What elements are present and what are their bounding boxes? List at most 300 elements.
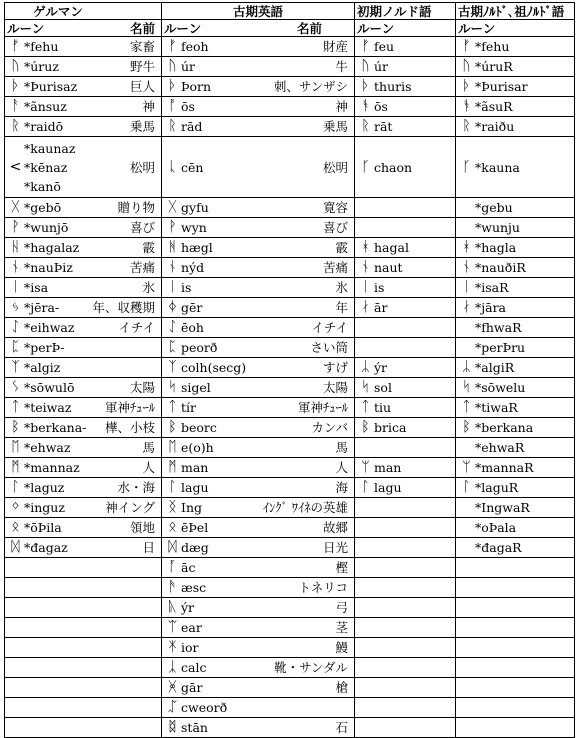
cell-oldenglish <box>162 137 355 198</box>
rune-name: hagal <box>374 240 409 255</box>
rune-name: āc <box>181 560 196 575</box>
rune-name: *jēra- <box>24 300 60 315</box>
rune-glyph: ᚠ <box>462 38 471 54</box>
rune-name: *ōÞila <box>24 520 62 535</box>
rune-meaning: 軍神ﾁｭｰﾙ <box>297 400 348 415</box>
rune-glyph: ᚴ <box>361 158 370 175</box>
cell-ancientnorse <box>456 458 575 478</box>
rune-meaning: 牛 <box>335 59 348 74</box>
cell-oldenglish <box>162 478 355 498</box>
table-row <box>5 238 575 258</box>
cell-ancientnorse <box>456 718 575 738</box>
rune-glyph: ᚦ <box>168 78 177 94</box>
rune-name: *berkana <box>475 420 534 435</box>
table-row <box>5 658 575 678</box>
rune-glyph: ᛢ <box>168 699 177 715</box>
table-row <box>5 77 575 97</box>
rune-glyph: ᛞ <box>168 539 177 555</box>
rune-glyph: ᛥ <box>168 719 177 735</box>
cell-ancientnorse <box>456 278 575 298</box>
table-row <box>5 538 575 558</box>
rune-name: is <box>374 280 385 295</box>
rune-glyph: ᛅ <box>361 299 370 315</box>
cell-oldenglish <box>162 658 355 678</box>
rune-meaning: 野牛 <box>129 59 155 74</box>
rune-glyph: ᛝ <box>168 499 177 515</box>
cell-ancientnorse <box>456 318 575 338</box>
cell-oldenglish <box>162 698 355 718</box>
cell-germanic <box>5 638 162 658</box>
rune-name: *sōwulō <box>24 380 75 395</box>
cell-oldenglish <box>162 718 355 738</box>
cell-ancientnorse <box>456 578 575 598</box>
table-row <box>5 718 575 738</box>
rune-glyph: ᚼ <box>361 239 370 255</box>
cell-germanic <box>5 438 162 458</box>
rune-name: *mannaR <box>475 460 534 475</box>
cell-earlynorse <box>355 458 456 478</box>
rune-glyph: ᚦ <box>462 78 471 94</box>
rune-name: feoh <box>181 39 209 54</box>
rune-glyph: ᚨ <box>11 98 20 114</box>
table-row <box>5 117 575 137</box>
rune-name: hægl <box>181 240 213 255</box>
cell-oldenglish <box>162 117 355 137</box>
rune-glyph: ᛡ <box>168 639 177 655</box>
cell-earlynorse <box>355 137 456 198</box>
cell-germanic <box>5 198 162 218</box>
cell-ancientnorse <box>456 338 575 358</box>
cell-ancientnorse <box>456 358 575 378</box>
rune-glyph: ᛚ <box>361 479 370 495</box>
rune-meaning: 人 <box>142 460 155 475</box>
rune-name: wyn <box>181 220 207 235</box>
rune-glyph: ᛚ <box>11 479 20 495</box>
rune-meaning: 年 <box>335 300 348 315</box>
rune-glyph: ᚱ <box>168 118 177 134</box>
rune-meaning: 刺、サンザシ <box>273 79 348 94</box>
rune-meaning: 弓 <box>335 600 348 615</box>
rune-meaning: 松明 <box>129 159 155 175</box>
rune-name: ōs <box>181 99 195 114</box>
rune-name: sol <box>374 380 392 395</box>
rune-name: *isa <box>24 280 49 295</box>
rune-glyph: ᛊ <box>11 379 20 395</box>
cell-oldenglish <box>162 278 355 298</box>
rune-name: *laguz <box>24 480 65 495</box>
table-row <box>5 678 575 698</box>
cell-germanic <box>5 678 162 698</box>
rune-meaning: 石 <box>335 720 348 735</box>
cell-oldenglish <box>162 678 355 698</box>
rune-name: brica <box>374 420 407 435</box>
rune-name: *đagaR <box>475 540 522 555</box>
rune-glyph: ᛖ <box>168 439 177 455</box>
rune-meaning: 領地 <box>129 520 155 535</box>
rune-name: *đagaz <box>24 540 68 555</box>
rune-meaning: 軍神ﾁｭｰﾙ <box>104 400 155 415</box>
cell-ancientnorse <box>456 438 575 458</box>
cell-oldenglish <box>162 618 355 638</box>
rune-name: chaon <box>374 159 413 175</box>
rune-name: *isaR <box>475 280 509 295</box>
rune-meaning: 巨人 <box>129 79 155 94</box>
cell-earlynorse <box>355 558 456 578</box>
rune-name: sigel <box>181 380 211 395</box>
rune-glyph: ᛃ <box>11 299 20 315</box>
rune-glyph: ᚩ <box>168 98 177 114</box>
rune-name: *laguR <box>475 480 519 495</box>
rune-glyph: ᛁ <box>11 279 20 295</box>
rune-name: ēoh <box>181 320 204 335</box>
rune-name: *úruR <box>475 59 513 74</box>
rune-meaning: 霰 <box>142 240 155 255</box>
rune-glyph: ᚴ <box>462 158 471 175</box>
rune-glyph: ᛅ <box>462 299 471 315</box>
rune-meaning: 苦痛 <box>129 260 155 275</box>
cell-oldenglish <box>162 37 355 57</box>
cell-earlynorse <box>355 638 456 658</box>
cell-ancientnorse <box>456 398 575 418</box>
rune-name: *hagalaz <box>24 240 80 255</box>
table-row <box>5 598 575 618</box>
rune-meaning: 太陽 <box>322 380 348 395</box>
cell-ancientnorse <box>456 598 575 618</box>
rune-meaning: 鰻 <box>335 640 348 655</box>
cell-ancientnorse <box>456 238 575 258</box>
header-rune-label: ルーン <box>7 20 45 36</box>
rune-name: tiu <box>374 400 392 415</box>
rune-name: gēr <box>181 300 203 315</box>
rune-name: thuris <box>374 79 412 94</box>
cell-ancientnorse <box>456 418 575 438</box>
rune-glyph: ᛚ <box>462 479 471 495</box>
cell-oldenglish <box>162 418 355 438</box>
rune-name: dæg <box>181 540 209 555</box>
rune-name: *wunju <box>475 220 520 235</box>
rune-meaning: 神 <box>142 99 155 114</box>
rune-name: ear <box>181 620 202 635</box>
rune-glyph: ᚱ <box>462 118 471 134</box>
rune-glyph: ᚬ <box>462 98 471 114</box>
rune-name: úr <box>374 59 389 74</box>
rune-glyph: ᚢ <box>11 58 20 74</box>
table-row <box>5 478 575 498</box>
rune-name: *ehwaz <box>24 440 71 455</box>
rune-glyph: ᛜ <box>11 499 20 515</box>
rune-glyph: ᚸ <box>168 679 177 695</box>
rune-meaning: 喜び <box>322 220 348 235</box>
rune-name: *fehu <box>475 39 510 54</box>
rune-meaning: 茎 <box>335 620 348 635</box>
rune-glyph: ᚢ <box>168 58 177 74</box>
rune-glyph: ᚹ <box>11 219 20 235</box>
rune-glyph: ᛒ <box>462 419 471 435</box>
rune-meaning: イチイ <box>311 320 348 335</box>
cell-ancientnorse <box>456 77 575 97</box>
cell-oldenglish <box>162 578 355 598</box>
rune-meaning: 靴・サンダル <box>274 660 348 675</box>
rune-meaning: 日光 <box>322 540 348 555</box>
rune-meaning: 贈り物 <box>117 200 155 215</box>
rune-glyph: ᛁ <box>168 279 177 295</box>
table-row <box>5 518 575 538</box>
cell-ancientnorse <box>456 558 575 578</box>
cell-earlynorse <box>355 578 456 598</box>
table-row <box>5 638 575 658</box>
cell-oldenglish <box>162 198 355 218</box>
cell-oldenglish <box>162 218 355 238</box>
rune-glyph: ᛘ <box>361 459 370 475</box>
cell-germanic <box>5 538 162 558</box>
rune-name: cēn <box>181 159 204 175</box>
rune-name: *gebu <box>475 200 513 215</box>
cell-earlynorse <box>355 538 456 558</box>
table-row <box>5 97 575 117</box>
cell-oldenglish <box>162 258 355 278</box>
rune-glyph: ᛘ <box>462 459 471 475</box>
rune-name: man <box>374 460 402 475</box>
header-row-columns <box>5 20 575 37</box>
rune-name: *kēnaz <box>24 159 68 175</box>
rune-glyph: ᛋ <box>361 379 370 395</box>
header-germanic: ゲルマン <box>5 3 162 20</box>
cell-germanic <box>5 718 162 738</box>
cell-germanic <box>5 398 162 418</box>
cell-germanic <box>5 578 162 598</box>
cell-earlynorse <box>355 718 456 738</box>
rune-meaning: 樺、小枝 <box>104 420 155 435</box>
rune-name: *perÞ- <box>24 340 65 355</box>
rune-name: *nauÞiz <box>24 260 73 275</box>
rune-glyph: ᛚ <box>168 479 177 495</box>
cell-earlynorse <box>355 198 456 218</box>
rune-name: naut <box>374 260 403 275</box>
rune-meaning: 人 <box>335 460 348 475</box>
rune-name: Þorn <box>181 79 211 94</box>
cell-germanic <box>5 57 162 77</box>
rune-glyph: ᛋ <box>462 379 471 395</box>
rune-name: ior <box>181 640 199 655</box>
rune-name: *perÞru <box>475 340 526 355</box>
cell-earlynorse <box>355 418 456 438</box>
header-cell-earlynorse-columns: ルーン <box>355 20 456 37</box>
rune-name: ýr <box>374 360 388 375</box>
rune-name: man <box>181 460 209 475</box>
rune-meaning: 樫 <box>335 560 348 575</box>
table-row <box>5 558 575 578</box>
rune-name: æsc <box>181 580 207 595</box>
rune-meaning: 財産 <box>322 39 348 54</box>
rune-meaning: 松明 <box>322 159 348 175</box>
cell-earlynorse <box>355 518 456 538</box>
rune-meaning: 海 <box>335 480 348 495</box>
rune-name: *jāra <box>475 300 507 315</box>
table-row <box>5 137 575 198</box>
rune-name: ōs <box>374 99 388 114</box>
cell-earlynorse <box>355 398 456 418</box>
cell-germanic <box>5 598 162 618</box>
cell-germanic <box>5 258 162 278</box>
rune-glyph: ᚱ <box>361 118 370 134</box>
rune-glyph: ᚾ <box>168 259 177 275</box>
cell-oldenglish <box>162 378 355 398</box>
cell-oldenglish <box>162 518 355 538</box>
rune-name: *Þurisaz <box>24 79 78 94</box>
cell-oldenglish <box>162 538 355 558</box>
rune-name: *IngwaR <box>475 500 530 515</box>
cell-earlynorse <box>355 117 456 137</box>
rune-glyph: < <box>9 158 22 175</box>
cell-oldenglish <box>162 338 355 358</box>
table-row <box>5 498 575 518</box>
cell-germanic <box>5 378 162 398</box>
rune-glyph: ᛄ <box>168 299 177 315</box>
rune-glyph: ᛒ <box>11 419 20 435</box>
cell-earlynorse <box>355 698 456 718</box>
cell-earlynorse <box>355 618 456 638</box>
rune-glyph: ᚾ <box>361 259 370 275</box>
cell-earlynorse <box>355 358 456 378</box>
cell-ancientnorse <box>456 378 575 398</box>
rune-meaning: 霰 <box>335 240 348 255</box>
rune-name: *nauðiR <box>475 260 526 275</box>
rune-meaning: 日 <box>142 540 155 555</box>
cell-oldenglish <box>162 598 355 618</box>
cell-oldenglish <box>162 298 355 318</box>
cell-ancientnorse <box>456 258 575 278</box>
rune-glyph: ᚱ <box>11 118 20 134</box>
rune-glyph: ᚠ <box>361 38 370 54</box>
rune-meaning: 氷 <box>142 280 155 295</box>
header-oldenglish: 古期英語 <box>162 3 355 20</box>
rune-glyph: ᛁ <box>361 279 370 295</box>
rune-name: *inguz <box>24 500 65 515</box>
rune-meaning: 寛容 <box>322 200 348 215</box>
rune-name: *wunjō <box>24 220 69 235</box>
rune-meaning: 故郷 <box>322 520 348 535</box>
rune-meaning: 乗馬 <box>322 119 348 134</box>
rune-name: *kauna <box>475 159 520 175</box>
rune-name: lagu <box>374 480 402 495</box>
cell-oldenglish <box>162 558 355 578</box>
table-row <box>5 358 575 378</box>
rune-glyph: ᛠ <box>168 619 177 635</box>
rune-glyph: ᚼ <box>462 239 471 255</box>
cell-ancientnorse <box>456 478 575 498</box>
rune-name: *oÞala <box>475 520 517 535</box>
cell-germanic <box>5 498 162 518</box>
rune-meaning: さい筒 <box>310 340 348 355</box>
cell-ancientnorse <box>456 37 575 57</box>
rune-glyph: ᛟ <box>11 519 20 535</box>
cell-germanic <box>5 658 162 678</box>
rune-glyph: ᛏ <box>11 399 20 415</box>
rune-name: Ing <box>181 500 202 515</box>
rune-glyph: ᛏ <box>462 399 471 415</box>
rune-name: calc <box>181 660 207 675</box>
table-row <box>5 258 575 278</box>
rune-name: *algiR <box>475 360 515 375</box>
rune-name: beorc <box>181 420 217 435</box>
cell-germanic <box>5 518 162 538</box>
rune-name: ýr <box>181 600 195 615</box>
cell-ancientnorse <box>456 57 575 77</box>
rune-glyph: ᚠ <box>11 38 20 54</box>
cell-ancientnorse <box>456 198 575 218</box>
cell-earlynorse <box>355 438 456 458</box>
rune-name: *sōwelu <box>475 380 526 395</box>
rune-name: *hagla <box>475 240 517 255</box>
cell-oldenglish <box>162 358 355 378</box>
cell-germanic <box>5 238 162 258</box>
rune-glyph: ᛉ <box>11 359 20 375</box>
rune-name: *tiwaR <box>475 400 518 415</box>
rune-glyph: ᚾ <box>462 259 471 275</box>
rune-name: peorð <box>181 340 218 355</box>
cell-earlynorse <box>355 338 456 358</box>
cell-oldenglish <box>162 458 355 478</box>
rune-glyph: ᚳ <box>168 158 177 175</box>
rune-meaning: 苦痛 <box>322 260 348 275</box>
rune-meaning: 水・海 <box>117 480 155 495</box>
cell-oldenglish <box>162 438 355 458</box>
rune-glyph: ᛒ <box>168 419 177 435</box>
rune-glyph: ᚦ <box>361 78 370 94</box>
cell-germanic <box>5 37 162 57</box>
rune-name: *ãnsuz <box>24 99 67 114</box>
table-row <box>5 37 575 57</box>
rune-meaning: 馬 <box>335 440 348 455</box>
rune-glyph: ᛒ <box>361 419 370 435</box>
cell-germanic <box>5 458 162 478</box>
cell-germanic <box>5 338 162 358</box>
rune-name: *raiðu <box>475 119 515 134</box>
table-row <box>5 578 575 598</box>
cell-earlynorse <box>355 278 456 298</box>
rune-meaning: 氷 <box>335 280 348 295</box>
cell-oldenglish <box>162 77 355 97</box>
rune-glyph: ᛗ <box>11 459 20 475</box>
cell-oldenglish <box>162 318 355 338</box>
cell-oldenglish <box>162 238 355 258</box>
table-row <box>5 198 575 218</box>
rune-name: *raidō <box>24 119 64 134</box>
cell-oldenglish <box>162 638 355 658</box>
rune-glyph: ᚹ <box>168 219 177 235</box>
rune-glyph: ᛞ <box>11 539 20 555</box>
cell-earlynorse <box>355 97 456 117</box>
rune-glyph: ᛇ <box>168 319 177 335</box>
cell-earlynorse <box>355 478 456 498</box>
header-rune-label: ルーン <box>164 20 202 36</box>
rune-glyph: ᛁ <box>462 279 471 295</box>
rune-meaning: 太陽 <box>129 380 155 395</box>
cell-ancientnorse <box>456 678 575 698</box>
cell-oldenglish <box>162 57 355 77</box>
rune-name: *kaunaz <box>24 140 76 156</box>
rune-name: *fhwaR <box>475 320 522 335</box>
rune-glyph: ᛇ <box>11 319 20 335</box>
rune-name: *gebō <box>24 200 62 215</box>
rune-meaning: カンバ <box>311 420 348 435</box>
cell-ancientnorse <box>456 298 575 318</box>
cell-germanic <box>5 298 162 318</box>
rune-glyph: ᚫ <box>168 579 177 595</box>
table-row <box>5 378 575 398</box>
rune-name: *ehwaR <box>475 440 525 455</box>
rune-glyph: ᛣ <box>168 659 177 675</box>
